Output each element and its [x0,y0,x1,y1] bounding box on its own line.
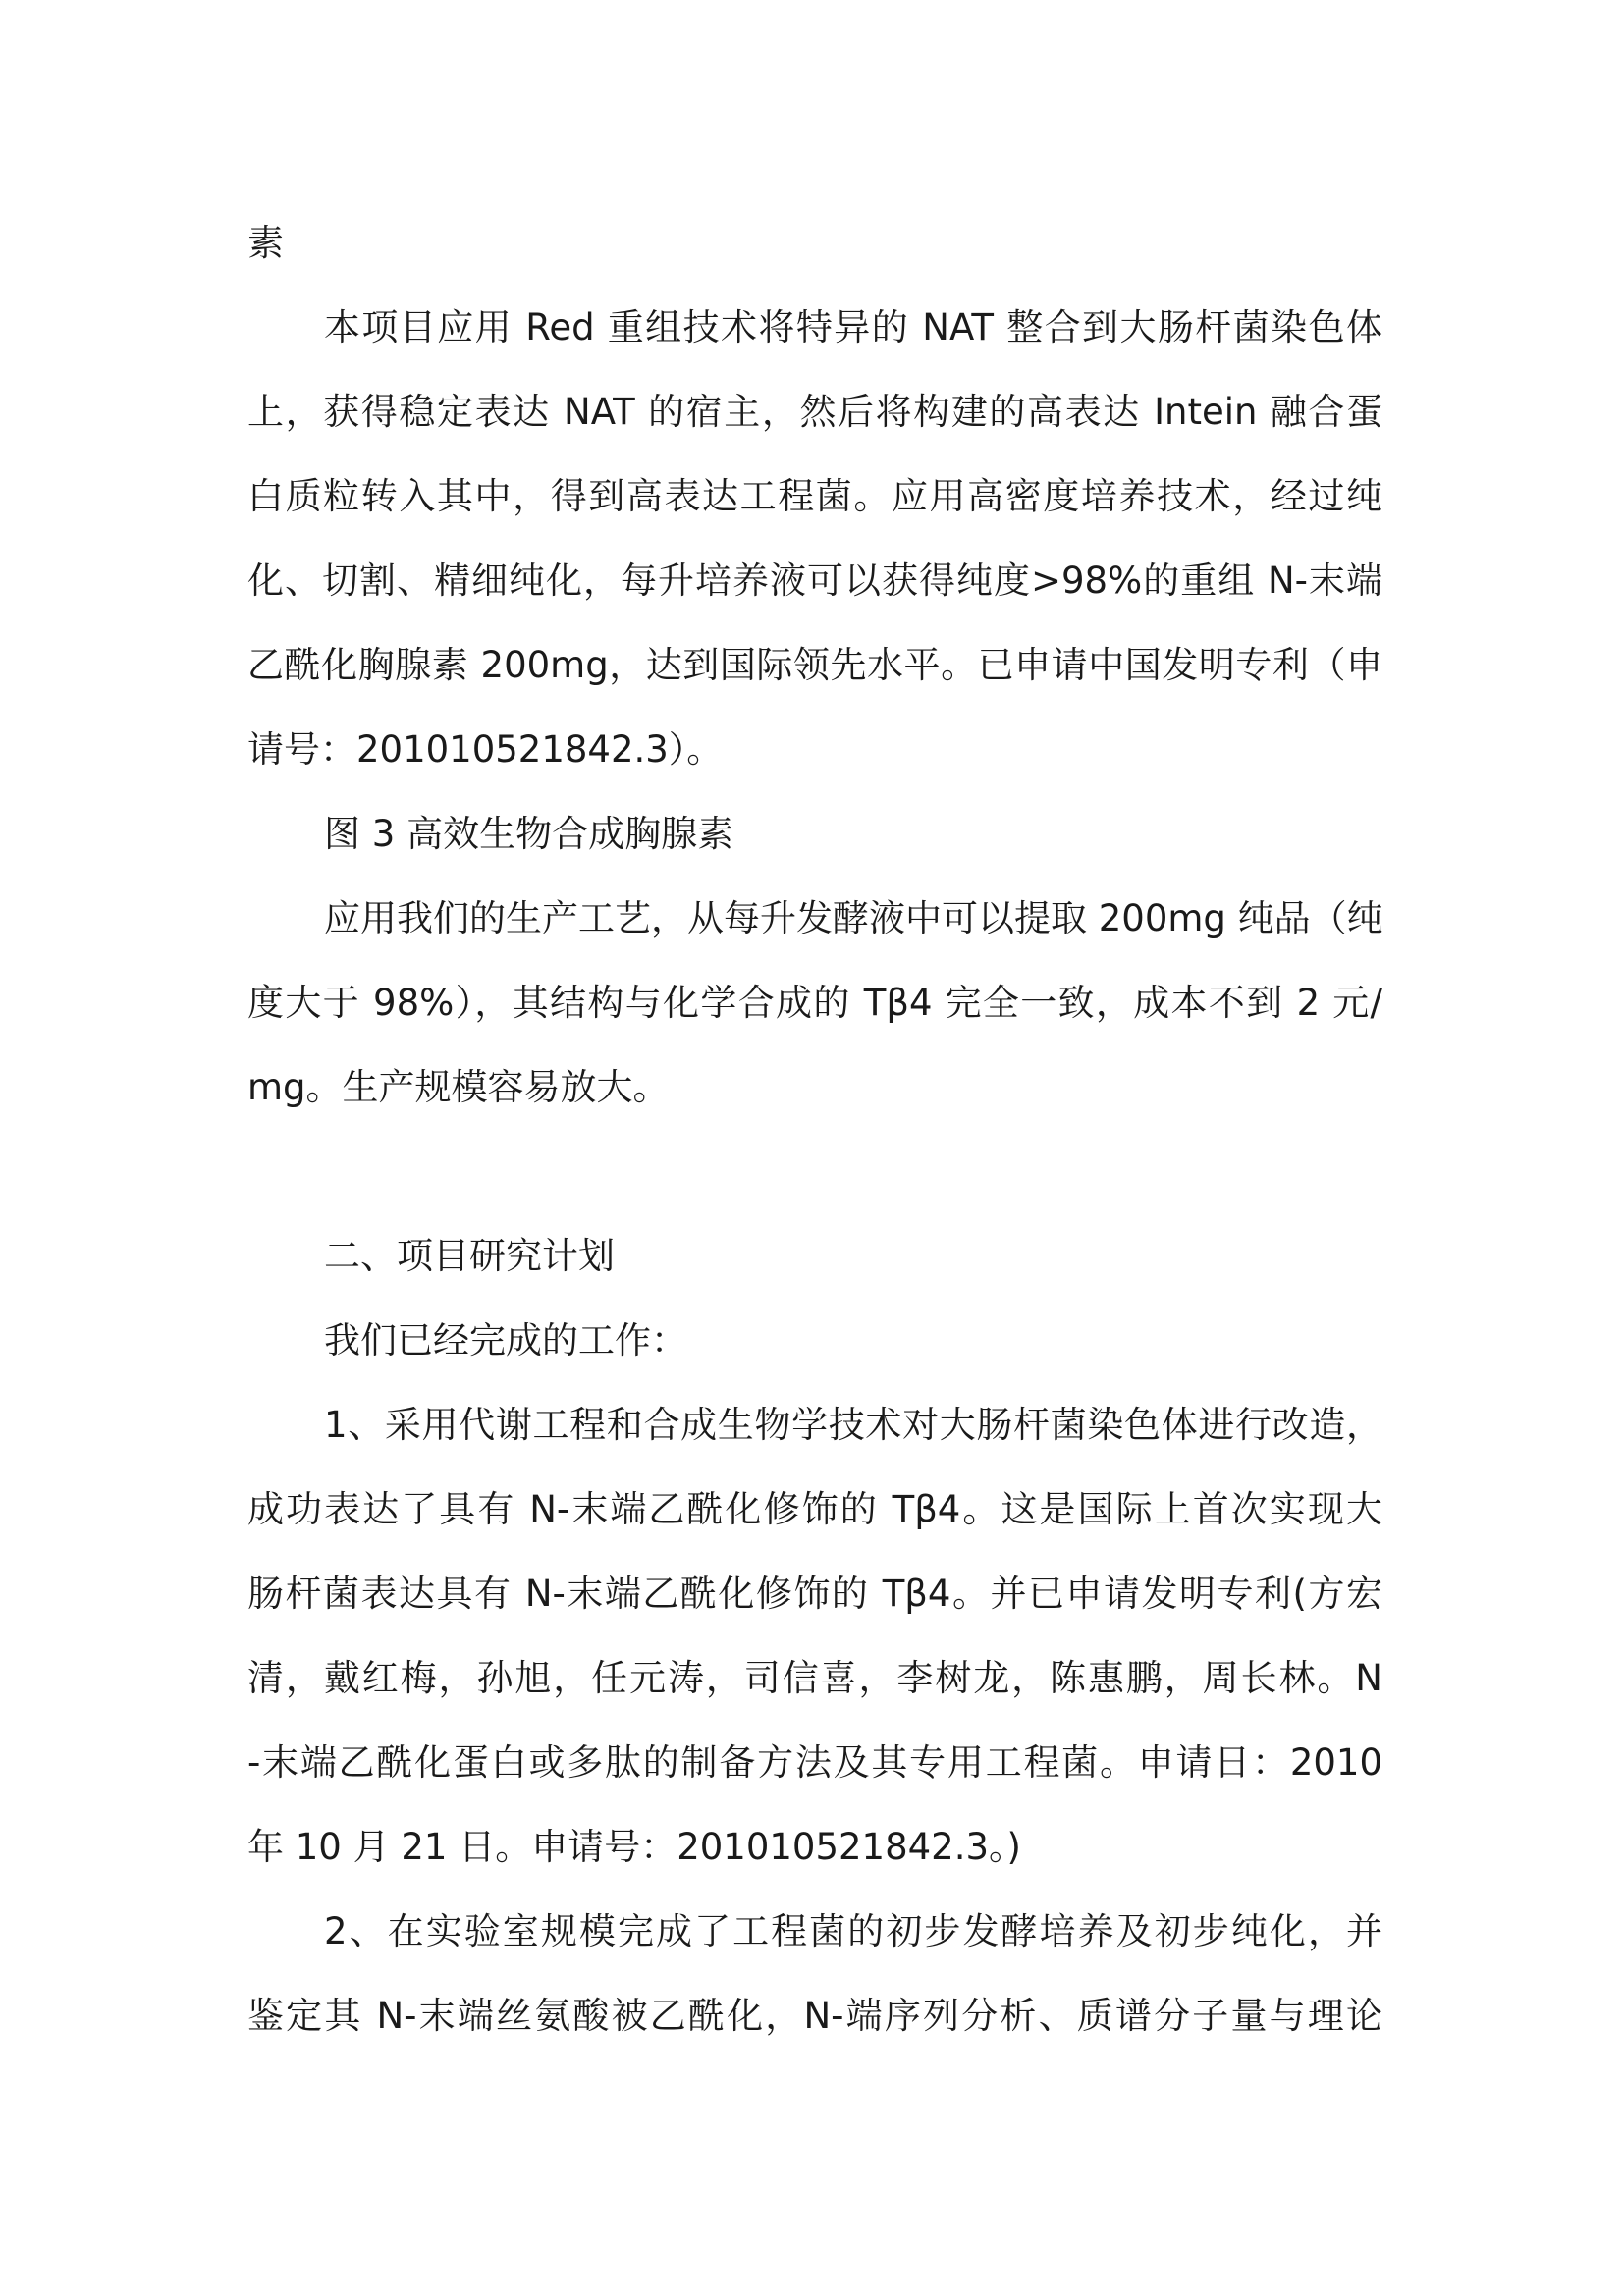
list-item-line: 清，戴红梅，孙旭，任元涛，司信喜，李树龙，陈惠鹏，周长林。N [247,1657,1382,1699]
paragraph-line: 上，获得稳定表达 NAT 的宿主，然后将构建的高表达 Intein 融合蛋 [247,391,1382,433]
paragraph-line: 度大于 98%），其结构与化学合成的 Tβ4 完全一致，成本不到 2 元/ [247,982,1382,1024]
paragraph-line: 乙酰化胸腺素 200mg，达到国际领先水平。已申请中国发明专利（申 [247,644,1382,686]
list-item-line: -末端乙酰化蛋白或多肽的制备方法及其专用工程菌。申请日：2010 [247,1741,1382,1784]
paragraph-line: 素 [247,222,284,264]
list-item-line: 成功表达了具有 N-末端乙酰化修饰的 Tβ4。这是国际上首次实现大 [247,1488,1382,1530]
paragraph-line: 白质粒转入其中，得到高表达工程菌。应用高密度培养技术，经过纯 [247,475,1382,517]
list-item-line: 鉴定其 N-末端丝氨酸被乙酰化，N-端序列分析、质谱分子量与理论 [247,1995,1382,2037]
paragraph-line: 化、切割、精细纯化，每升培养液可以获得纯度>98%的重组 N-末端 [247,560,1382,602]
section-heading: 二、项目研究计划 [324,1235,615,1277]
paragraph-line: 我们已经完成的工作： [324,1319,687,1362]
paragraph-line: 应用我们的生产工艺，从每升发酵液中可以提取 200mg 纯品（纯 [324,897,1383,939]
list-item-line: 2、在实验室规模完成了工程菌的初步发酵培养及初步纯化，并 [324,1910,1382,1952]
figure-caption: 图 3 高效生物合成胸腺素 [324,813,734,855]
list-item-line: 1、采用代谢工程和合成生物学技术对大肠杆菌染色体进行改造， [324,1404,1382,1446]
paragraph-line: 请号：201010521842.3）。 [247,728,724,771]
list-item-line: 肠杆菌表达具有 N-末端乙酰化修饰的 Tβ4。并已申请发明专利(方宏 [247,1573,1382,1615]
paragraph-line: mg。生产规模容易放大。 [247,1066,670,1108]
paragraph-line: 本项目应用 Red 重组技术将特异的 NAT 整合到大肠杆菌染色体 [324,306,1382,348]
list-item-line: 年 10 月 21 日。申请号：201010521842.3。) [247,1826,1021,1868]
